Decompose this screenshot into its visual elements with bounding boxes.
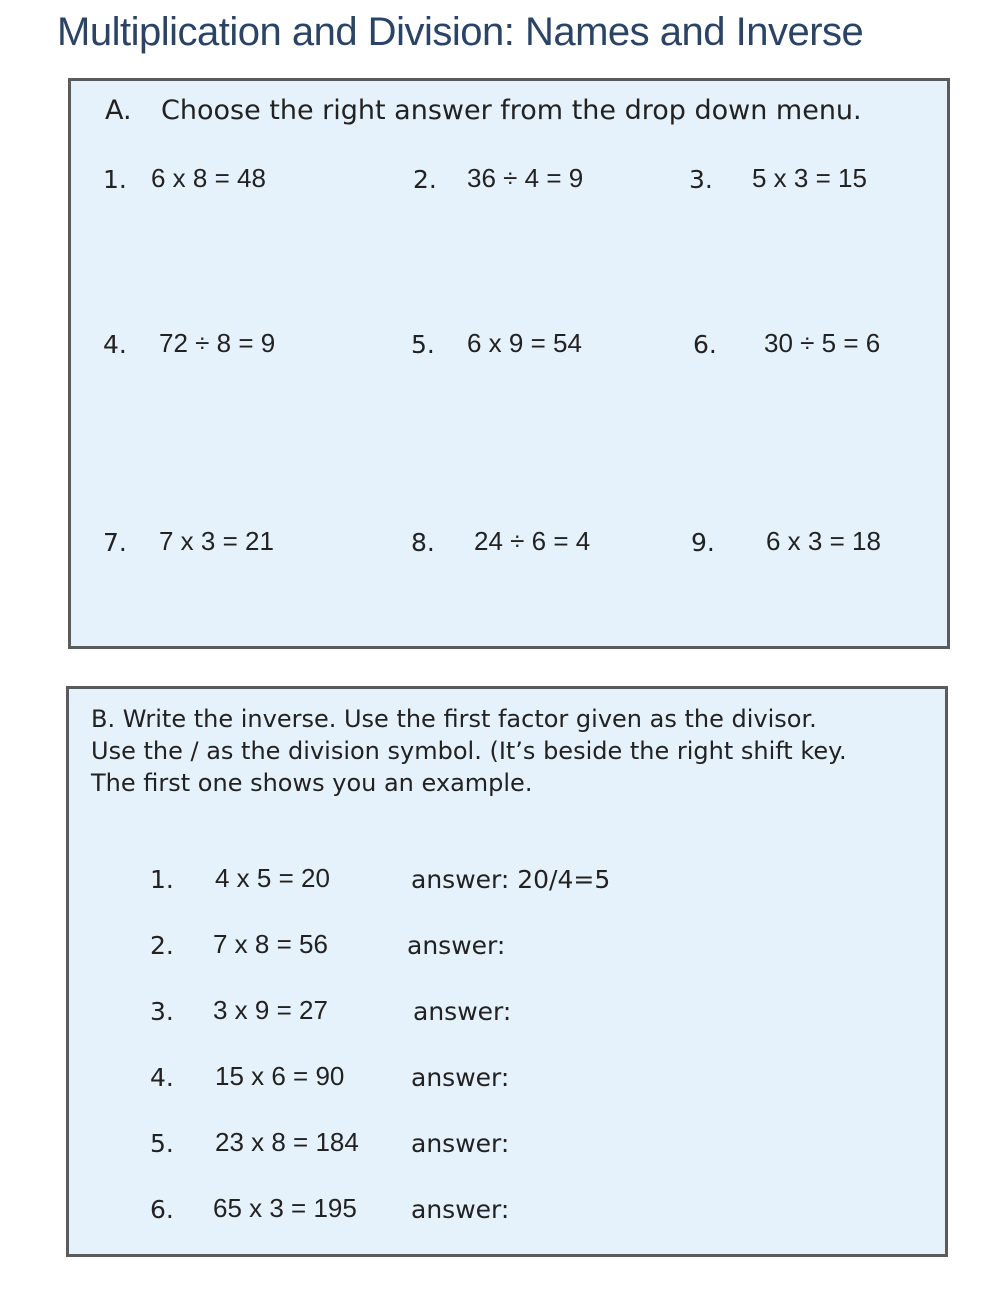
item-a9-number: 9. bbox=[691, 528, 715, 557]
item-a6-number: 6. bbox=[693, 330, 717, 359]
item-b5-equation: 23 x 8 = 184 bbox=[215, 1127, 359, 1157]
section-b-instruction-line: B. Write the inverse. Use the first factor given as the divisor. bbox=[91, 705, 817, 733]
item-b2-equation: 7 x 8 = 56 bbox=[213, 929, 328, 959]
item-b6-answer[interactable]: answer: bbox=[411, 1195, 510, 1224]
page-title: Multiplication and Division: Names and Inverse bbox=[57, 10, 864, 54]
item-b1-equation: 4 x 5 = 20 bbox=[215, 863, 330, 893]
item-a8-number: 8. bbox=[411, 528, 435, 557]
section-b-instruction bbox=[91, 703, 941, 799]
item-a2-equation: 36 ÷ 4 = 9 bbox=[467, 163, 584, 193]
item-b6-equation: 65 x 3 = 195 bbox=[213, 1193, 357, 1223]
item-b4-equation: 15 x 6 = 90 bbox=[215, 1061, 345, 1091]
section-a-letter: A. bbox=[105, 95, 132, 126]
item-b1-answer[interactable]: answer: 20/4=5 bbox=[411, 865, 611, 894]
item-a6-equation: 30 ÷ 5 = 6 bbox=[764, 328, 881, 358]
item-b4-answer[interactable]: answer: bbox=[411, 1063, 510, 1092]
item-a3-equation: 5 x 3 = 15 bbox=[752, 163, 867, 193]
item-a3-number: 3. bbox=[689, 165, 713, 194]
item-b2-answer[interactable]: answer: bbox=[407, 931, 506, 960]
item-b6-number: 6. bbox=[150, 1195, 174, 1224]
item-a1-number: 1. bbox=[103, 165, 127, 194]
item-a5-equation: 6 x 9 = 54 bbox=[467, 328, 582, 358]
item-b5-answer[interactable]: answer: bbox=[411, 1129, 510, 1158]
item-a9-equation: 6 x 3 = 18 bbox=[766, 526, 881, 556]
item-a2-number: 2. bbox=[413, 165, 437, 194]
section-a-panel bbox=[68, 78, 950, 649]
item-a5-number: 5. bbox=[411, 330, 435, 359]
item-a8-equation: 24 ÷ 6 = 4 bbox=[474, 526, 591, 556]
item-a7-equation: 7 x 3 = 21 bbox=[159, 526, 274, 556]
item-b3-equation: 3 x 9 = 27 bbox=[213, 995, 328, 1025]
item-b5-number: 5. bbox=[150, 1129, 174, 1158]
item-b4-number: 4. bbox=[150, 1063, 174, 1092]
item-a7-number: 7. bbox=[103, 528, 127, 557]
item-a4-number: 4. bbox=[103, 330, 127, 359]
section-b-panel bbox=[66, 686, 948, 1257]
item-a1-equation: 6 x 8 = 48 bbox=[151, 163, 266, 193]
item-b3-number: 3. bbox=[150, 997, 174, 1026]
item-b3-answer[interactable]: answer: bbox=[413, 997, 512, 1026]
section-a-instruction: Choose the right answer from the drop down menu. bbox=[161, 95, 862, 126]
item-b1-number: 1. bbox=[150, 865, 174, 894]
item-a4-equation: 72 ÷ 8 = 9 bbox=[159, 328, 276, 358]
item-b2-number: 2. bbox=[150, 931, 174, 960]
section-b-instruction-line: Use the / as the division symbol. (It’s beside the right shift key. bbox=[91, 737, 847, 765]
section-b-instruction-line: The first one shows you an example. bbox=[91, 769, 533, 797]
